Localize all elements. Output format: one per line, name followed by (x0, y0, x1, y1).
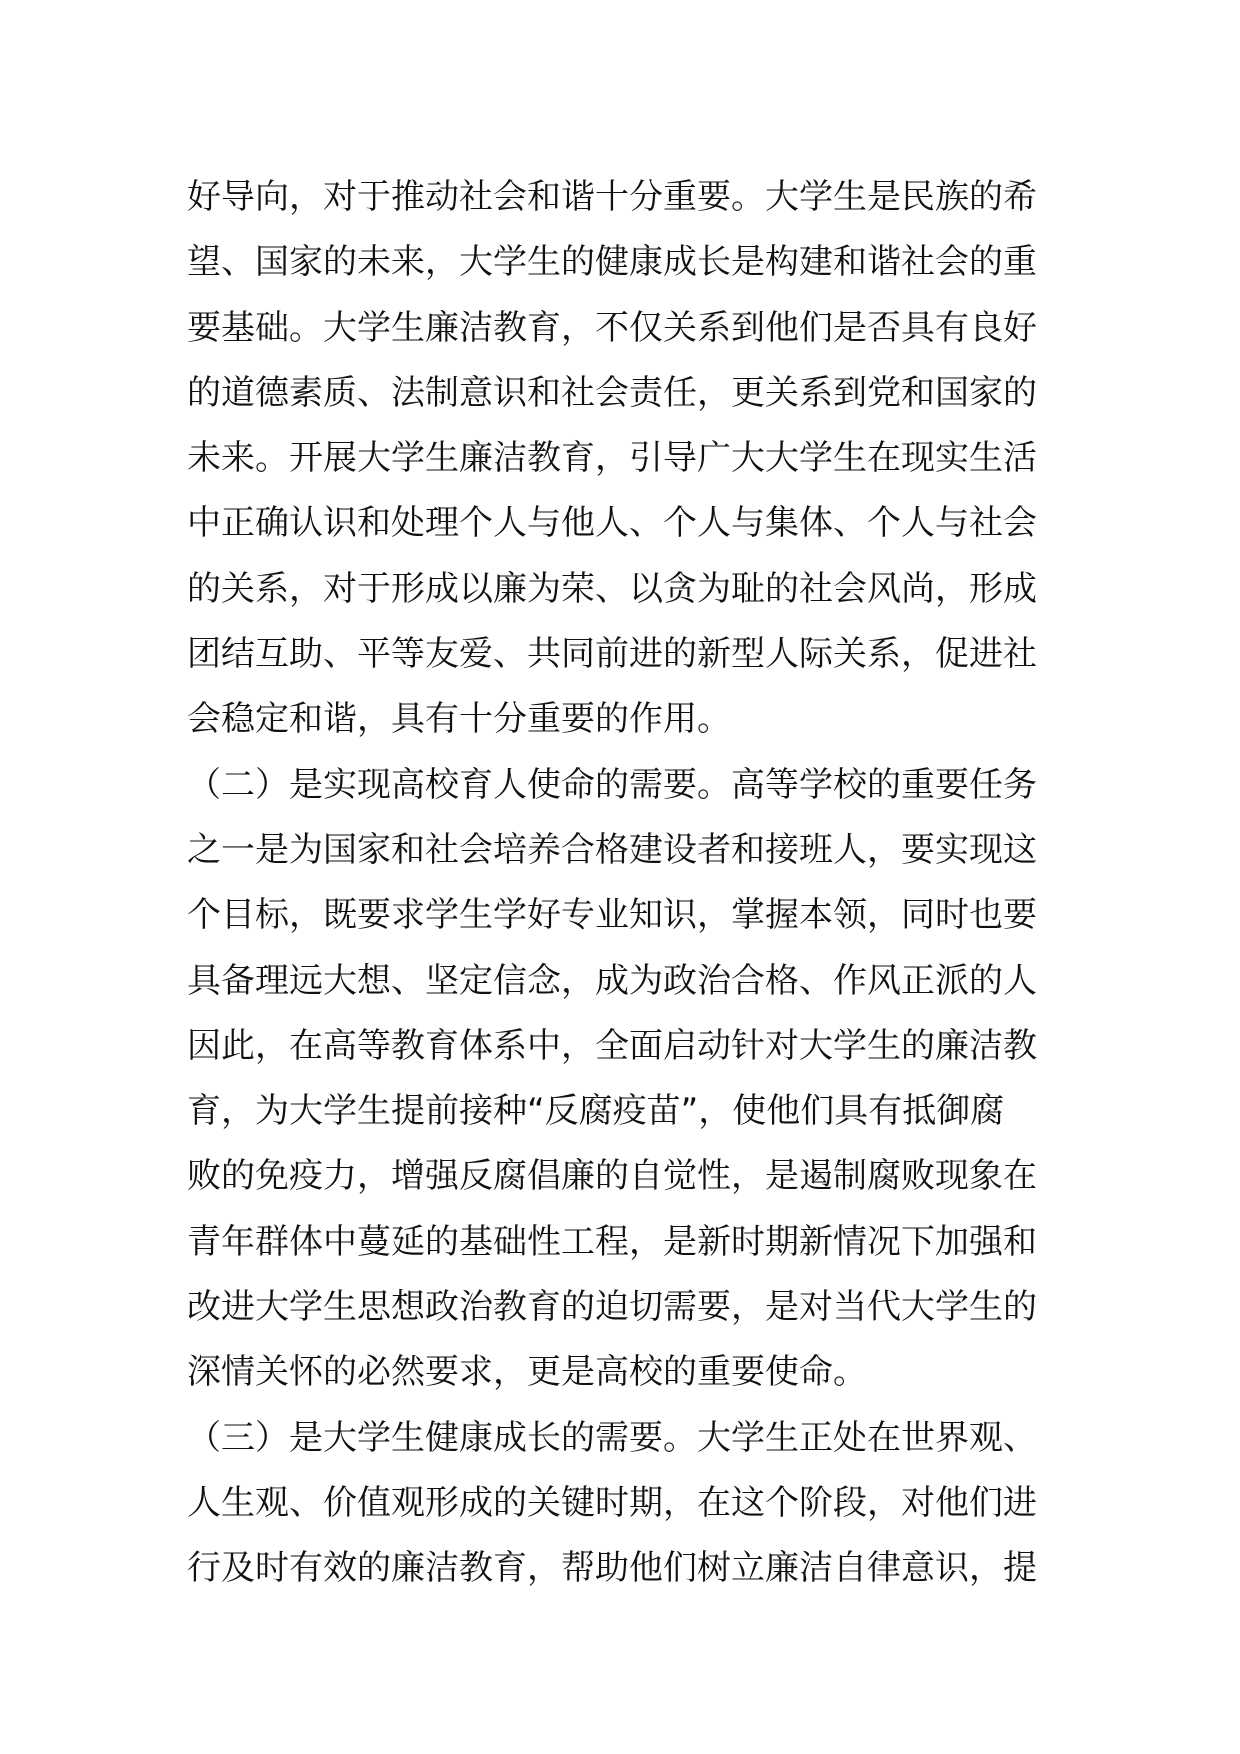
text-line: 团结互助、平等友爱、共同前进的新型人际关系，促进社 (187, 634, 1037, 675)
text-line: 因此，在高等教育体系中，全面启动针对大学生的廉洁教 (187, 1025, 1037, 1066)
text-line: 个目标，既要求学生学好专业知识，掌握本领，同时也要 (187, 895, 1037, 936)
text-line: 好导向，对于推动社会和谐十分重要。大学生是民族的希 (187, 177, 1037, 217)
text-line: 行及时有效的廉洁教育，帮助他们树立廉洁自律意识，提 (187, 1548, 1037, 1589)
text-line: 中正确认识和处理个人与他人、个人与集体、个人与社会 (187, 503, 1037, 544)
text-line: 青年群体中蔓延的基础性工程，是新时期新情况下加强和 (187, 1221, 1037, 1262)
text-line: 未来。开展大学生廉洁教育，引导广大大学生在现实生活 (187, 438, 1037, 479)
text-line: 望、国家的未来，大学生的健康成长是构建和谐社会的重 (187, 242, 1037, 283)
text-line: 之一是为国家和社会培养合格建设者和接班人，要实现这 (187, 829, 1037, 870)
text-line: 改进大学生思想政治教育的迫切需要，是对当代大学生的 (187, 1287, 1037, 1328)
text-line: 育，为大学生提前接种“反腐疫苗”，使他们具有抵御腐 (187, 1091, 1005, 1132)
text-line: 会稳定和谐，具有十分重要的作用。 (187, 699, 731, 740)
text-line: 的道德素质、法制意识和社会责任，更关系到党和国家的 (187, 372, 1037, 413)
section-heading-line: （三）是大学生健康成长的需要。大学生正处在世界观、 (187, 1417, 1037, 1458)
text-line: 深情关怀的必然要求，更是高校的重要使命。 (187, 1352, 867, 1393)
body-text (187, 165, 1067, 1602)
text-line: 要基础。大学生廉洁教育，不仅关系到他们是否具有良好 (187, 307, 1037, 348)
text-line: 的关系，对于形成以廉为荣、以贪为耻的社会风尚，形成 (187, 568, 1037, 609)
section-heading-line: （二）是实现高校育人使命的需要。高等学校的重要任务 (187, 764, 1037, 805)
text-line: 人生观、价值观形成的关键时期，在这个阶段，对他们进 (187, 1482, 1037, 1523)
text-line: 败的免疫力，增强反腐倡廉的自觉性，是遏制腐败现象在 (187, 1156, 1037, 1197)
text-line: 具备理远大想、坚定信念，成为政治合格、作风正派的人 (187, 960, 1037, 1001)
